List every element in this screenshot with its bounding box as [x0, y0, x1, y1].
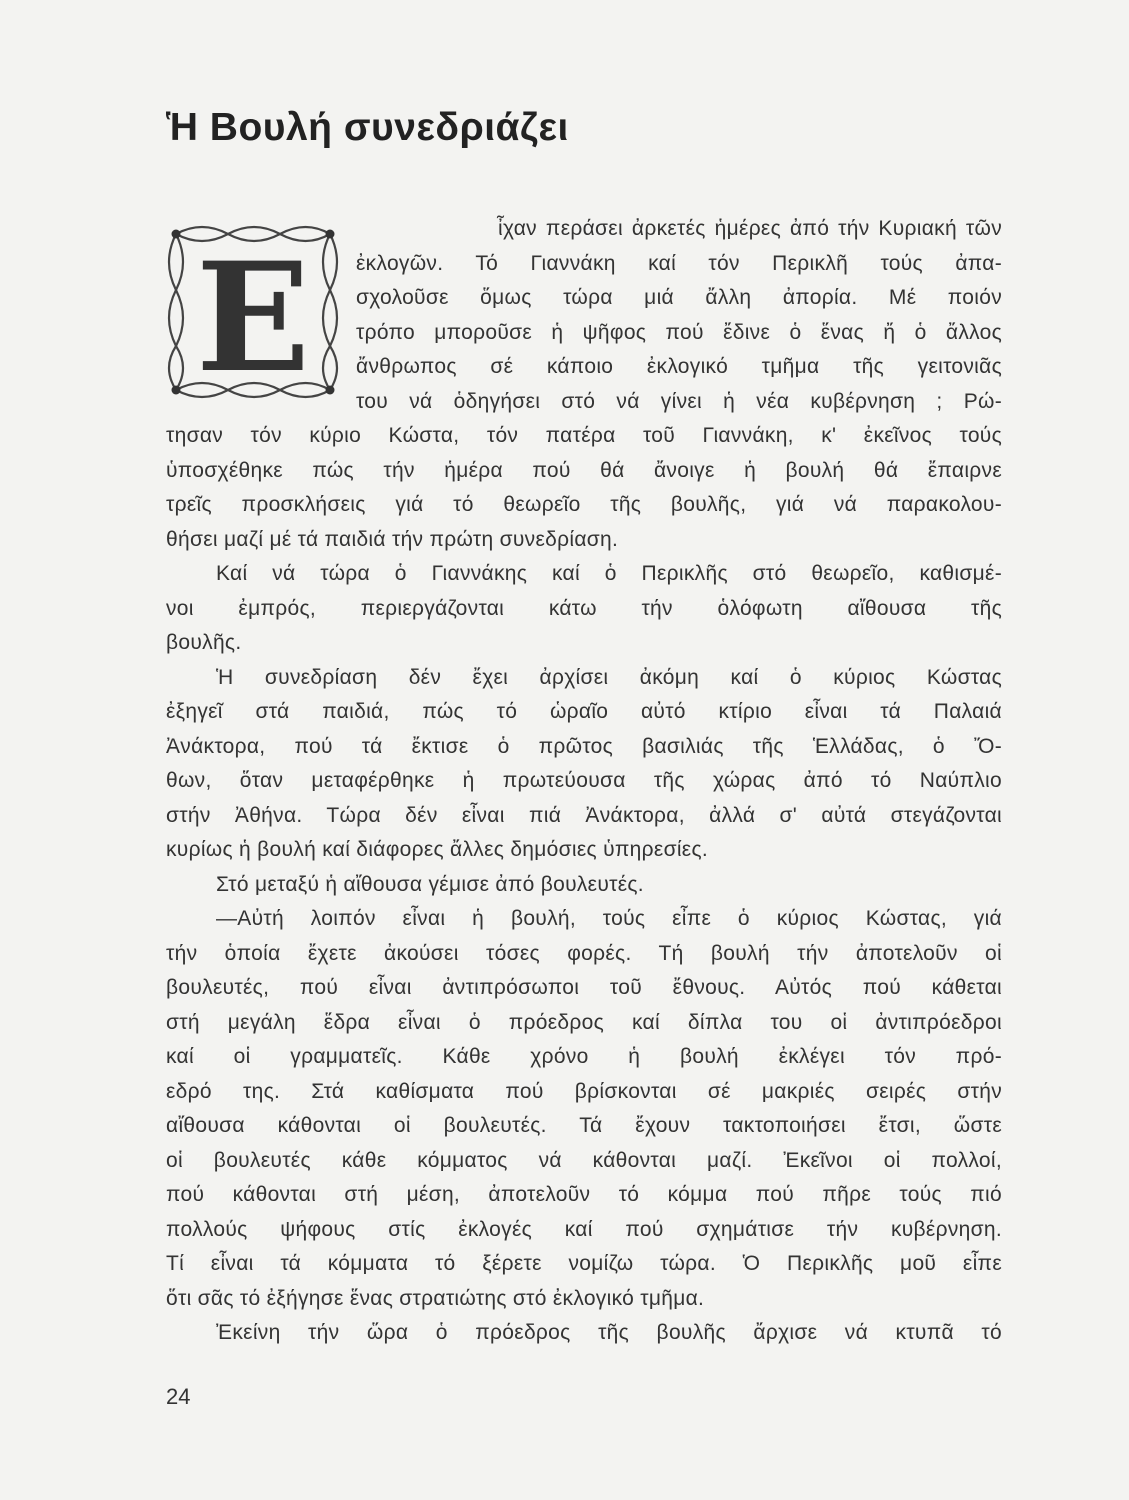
text-line: εδρό της. Στά καθίσματα πού βρίσκονται σέ μακριές σειρές στήν: [166, 1079, 1002, 1103]
text-line: ἄνθρωπος σέ κάποιο ἐκλογικό τμῆμα τῆς γειτονιᾶς: [356, 355, 1002, 378]
text-line: θων, ὅταν μεταφέρθηκε ἡ πρωτεύουσα τῆς χώρας ἀπό τό Ναύπλιο: [166, 769, 1002, 792]
text-line: αἴθουσα κάθονται οἱ βουλευτές. Τά ἔχουν τακτοποιήσει ἔτσι, ὥστε: [166, 1114, 1002, 1137]
text-line: κυρίως ἡ βουλή καί διάφορες ἄλλες δημόσιες ὑπηρεσίες.: [166, 838, 709, 861]
text-line: τήν ὁποία ἔχετε ἀκούσει τόσες φορές. Τή βουλή τήν ἀποτελοῦν οἱ: [166, 941, 1002, 965]
text-line: Ἀνάκτορα, πού τά ἔκτισε ὁ πρῶτος βασιλιάς τῆς Ἑλλάδας, ὁ Ὄ-: [166, 734, 1002, 758]
body-text: [166, 212, 1002, 1351]
page-number: 24: [166, 1384, 191, 1409]
dropcap-letter: Ε: [195, 230, 311, 402]
text-line: βουλῆς.: [166, 631, 242, 654]
text-line: καί οἱ γραμματεῖς. Κάθε χρόνο ἡ βουλή ἐκλέγει τόν πρό-: [166, 1045, 1002, 1068]
text-line: πού κάθονται στή μέση, ἀποτελοῦν τό κόμμα πού πῆρε τούς πιό: [166, 1183, 1002, 1206]
text-line: ἶχαν περάσει ἀρκετές ἡμέρες ἀπό τήν Κυριακή τῶν: [498, 217, 1002, 240]
text-line: Καί νά τώρα ὁ Γιαννάκης καί ὁ Περικλῆς στό θεωρεῖο, καθισμέ-: [216, 562, 1002, 585]
text-line: ὑποσχέθηκε πώς τήν ἡμέρα πού θά ἄνοιγε ἡ βουλή θά ἔπαιρνε: [166, 458, 1002, 482]
text-line: τρεῖς προσκλήσεις γιά τό θεωρεῖο τῆς βουλῆς, γιά νά παρακολου-: [166, 493, 1002, 516]
text-line: σχολοῦσε ὅμως τώρα μιά ἄλλη ἀπορία. Μέ ποιόν: [356, 286, 1002, 309]
chapter-title: Ἡ Βουλή συνεδριάζει: [166, 106, 569, 149]
text-line: ὅτι σᾶς τό ἐξήγησε ἕνας στρατιώτης στό ἐκλογικό τμῆμα.: [166, 1286, 705, 1310]
text-line: νοι ἐμπρός, περιεργάζονται κάτω τήν ὁλόφωτη αἴθουσα τῆς: [166, 596, 1002, 620]
text-line: βουλευτές, πού εἶναι ἀντιπρόσωποι τοῦ ἔθνους. Αὐτός πού κάθεται: [166, 976, 1002, 999]
text-line: ἐκλογῶν. Τό Γιαννάκη καί τόν Περικλῆ τούς ἀπα-: [356, 251, 1002, 275]
text-line: θήσει μαζί μέ τά παιδιά τήν πρώτη συνεδρίαση.: [166, 527, 619, 551]
text-line: —Αὐτή λοιπόν εἶναι ἡ βουλή, τούς εἶπε ὁ κύριος Κώστας, γιά: [216, 907, 1002, 930]
text-line: Στό μεταξύ ἡ αἴθουσα γέμισε ἀπό βουλευτές.: [216, 872, 644, 896]
text-line: Ἡ συνεδρίαση δέν ἔχει ἀρχίσει ἀκόμη καί ὁ κύριος Κώστας: [216, 665, 1002, 689]
text-line: στή μεγάλη ἕδρα εἶναι ὁ πρόεδρος καί δίπλα του οἱ ἀντιπρόεδροι: [166, 1010, 1002, 1034]
text-line: οἱ βουλευτές κάθε κόμματος νά κάθονται μαζί. Ἐκεῖνοι οἱ πολλοί,: [166, 1148, 1002, 1172]
text-line: ἐξηγεῖ στά παιδιά, πώς τό ὡραῖο αὐτό κτίριο εἶναι τά Παλαιά: [166, 700, 1002, 723]
text-line: Τί εἶναι τά κόμματα τό ξέρετε νομίζω τώρα. Ὁ Περικλῆς μοῦ εἶπε: [166, 1252, 1002, 1275]
text-line: Ἐκείνη τήν ὥρα ὁ πρόεδρος τῆς βουλῆς ἄρχισε νά κτυπᾶ τό: [216, 1321, 1002, 1344]
text-line: πολλούς ψήφους στίς ἐκλογές καί πού σχημάτισε τήν κυβέρνηση.: [166, 1217, 1002, 1241]
text-line: στήν Ἀθήνα. Τώρα δέν εἶναι πιά Ἀνάκτορα, ἀλλά σ' αὐτά στεγάζονται: [166, 803, 1002, 827]
text-line: τησαν τόν κύριο Κώστα, τόν πατέρα τοῦ Γιαννάκη, κ' ἐκεῖνος τούς: [166, 424, 1002, 447]
text-line: του νά ὁδηγήσει στό νά γίνει ἡ νέα κυβέρνηση ; Ρώ-: [356, 389, 1002, 413]
text-line: τρόπο μποροῦσε ἡ ψῆφος πού ἔδινε ὁ ἕνας ἤ ὁ ἄλλος: [356, 320, 1002, 344]
